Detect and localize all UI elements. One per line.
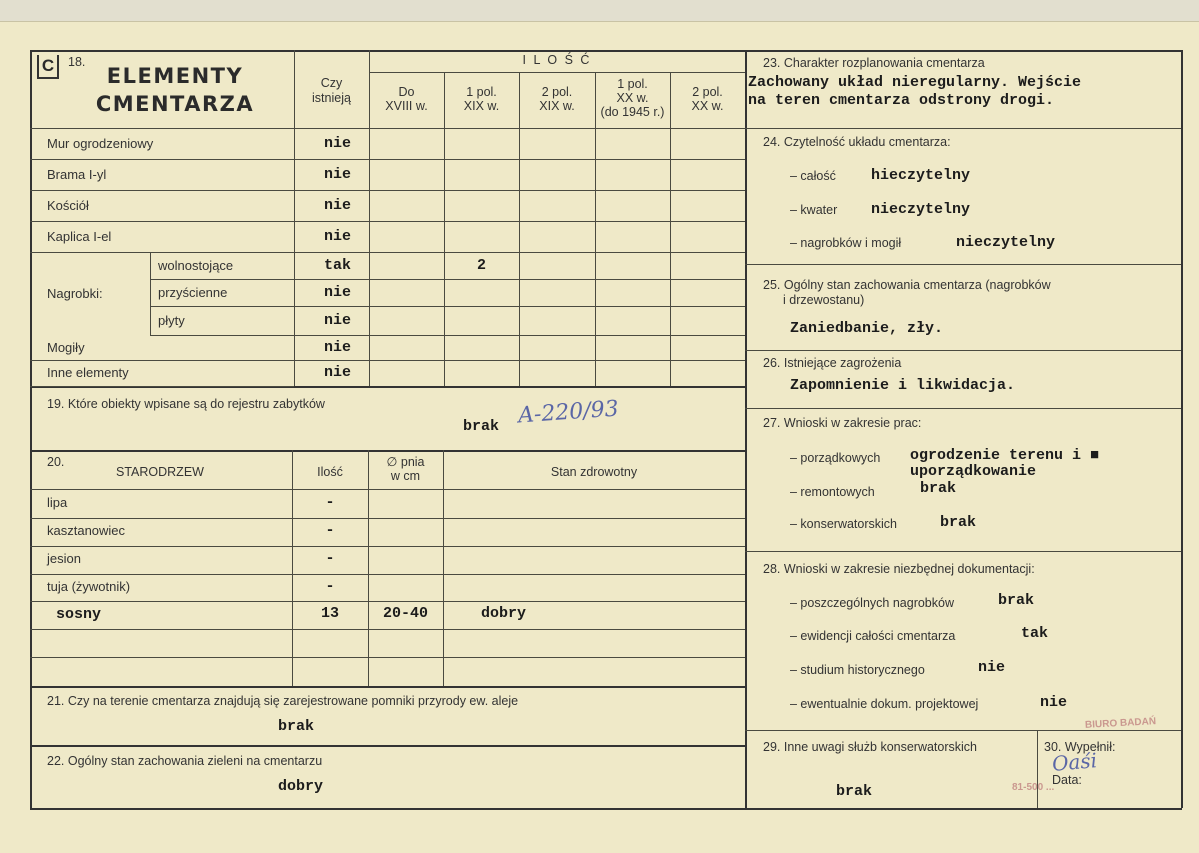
element-exists-value: tak: [323, 256, 351, 274]
q22-label: 22. Ogólny stan zachowania zieleni na cmentarzu: [47, 754, 323, 768]
element-label: Kaplica I-el: [47, 228, 112, 244]
q24-label: 24. Czytelność układu cmentarza:: [763, 135, 951, 149]
tree-qty: -: [325, 577, 335, 595]
q27-item-1-key: – porządkowych: [790, 451, 881, 465]
element-exists-value: nie: [323, 165, 351, 183]
count-grid-line: [294, 159, 745, 160]
q27-item-3-key: – konserwatorskich: [790, 517, 897, 531]
trees-header-ilosc: Ilość: [317, 465, 343, 479]
q29-label: 29. Inne uwagi służb konserwatorskich: [763, 740, 978, 754]
q28-item-2-key: – ewidencji całości cmentarza: [790, 629, 956, 643]
header-czy: Czy istnieją: [312, 76, 351, 105]
nagrobki-label: Nagrobki:: [47, 286, 103, 301]
q19-value: brak: [463, 418, 500, 435]
q24-item-1-value: hieczytelny: [871, 167, 971, 184]
element-exists-value: nie: [323, 134, 351, 152]
element-row-line: [150, 279, 294, 280]
element-exists-value: nie: [323, 311, 351, 329]
element-label: Mogiły: [47, 339, 85, 355]
form-title-line1: ELEMENTY: [106, 64, 244, 88]
top-edge: [0, 0, 1199, 22]
element-label: Inne elementy: [47, 365, 129, 380]
header-col-1: Do XVIII w.: [385, 85, 428, 113]
signature: Oaśi: [1051, 748, 1098, 776]
count-grid-line: [294, 190, 745, 191]
element-label: Kościół: [47, 197, 89, 213]
q21-value: brak: [278, 718, 315, 735]
element-label: przyścienne: [158, 284, 228, 300]
q24-item-2-key: – kwater: [790, 203, 838, 217]
element-label: Mur ogrodzeniowy: [47, 135, 154, 151]
tree-row-line: [30, 546, 745, 547]
header-col-2: 1 pol. XIX w.: [463, 85, 500, 113]
tree-row-line: [30, 657, 745, 658]
q23-line1: Zachowany układ nieregularny. Wejście: [748, 74, 1082, 91]
element-exists-value: nie: [323, 338, 351, 356]
q19-handwritten-register-no: A-220/93: [517, 396, 620, 429]
q28-item-3-key: – studium historycznego: [790, 663, 925, 677]
section-number: 18.: [68, 55, 86, 69]
tree-row-line: [30, 574, 745, 575]
stamp-line-1: BIURO BADAŃ: [1084, 716, 1157, 731]
element-exists-value: nie: [323, 227, 351, 245]
q28-item-3-value: nie: [978, 659, 1006, 676]
q28-item-2-value: tak: [1021, 625, 1049, 642]
element-label: Brama I-yl: [47, 166, 107, 182]
q25-label-1: 25. Ogólny stan zachowania cmentarza (nagrobków: [763, 278, 1051, 292]
q30-data-label: Data:: [1052, 773, 1082, 787]
tree-qty: -: [325, 550, 335, 567]
q21-label: 21. Czy na terenie cmentarza znajdują się zarejestrowane pomniki przyrody ew. aleje: [47, 694, 519, 708]
q27-item-2-key: – remontowych: [790, 485, 875, 499]
element-exists-value: nie: [323, 283, 351, 301]
tree-name: kasztanowiec: [47, 523, 126, 538]
q28-item-1-value: brak: [998, 592, 1035, 609]
q22-value: dobry: [278, 778, 324, 795]
tree-name: jesion: [47, 551, 81, 566]
count-grid-line: [294, 335, 745, 336]
element-row-line: [30, 159, 294, 160]
tree-qty: -: [325, 493, 335, 511]
q28-item-4-key: – ewentualnie dokum. projektowej: [790, 697, 979, 711]
tree-name: lipa: [47, 494, 68, 510]
element-label: wolnostojące: [158, 257, 234, 273]
q29-value: brak: [836, 783, 873, 800]
element-row-line: [30, 190, 294, 191]
q24-item-1-key: – całość: [790, 169, 836, 183]
q24-item-3-key: – nagrobków i mogił: [790, 236, 902, 250]
count-grid-line: [294, 221, 745, 222]
element-row-line: [30, 360, 294, 361]
q28-item-4-value: nie: [1040, 694, 1068, 711]
q24-item-3-value: nieczytelny: [956, 234, 1056, 251]
q27-item-1-value: ogrodzenie terenu i ■: [910, 447, 1100, 464]
trees-header-stan: Stan zdrowotny: [550, 465, 638, 479]
count-grid-line: [294, 306, 745, 307]
header-col-4: 1 pol. XX w. (do 1945 r.): [600, 77, 665, 119]
header-col-5: 2 pol. XX w.: [691, 85, 724, 113]
count-grid-line: [294, 279, 745, 280]
q19-label: 19. Które obiekty wpisane są do rejestru zabytków: [47, 397, 325, 411]
count-grid-line: [294, 252, 745, 253]
tree-row-line: [30, 518, 745, 519]
trees-title: STARODRZEW: [116, 465, 204, 479]
trees-header-pnia: ∅ pnia w cm: [386, 455, 425, 483]
element-label: płyty: [158, 312, 185, 328]
tree-row-line: [30, 601, 745, 602]
header-ilosc: I L O Ś Ć: [522, 53, 592, 67]
tree-diameter: 20-40: [382, 605, 428, 622]
tree-qty: 13: [320, 605, 339, 622]
element-row-line: [30, 221, 294, 222]
tree-row-line: [30, 629, 745, 630]
tree-name: sosny: [56, 606, 102, 623]
q25-label-2: i drzewostanu): [783, 293, 865, 307]
form-title-line2: CMENTARZA: [95, 92, 255, 116]
q28-item-1-key: – poszczególnych nagrobków: [790, 596, 954, 610]
q27-label: 27. Wnioski w zakresie prac:: [763, 416, 922, 430]
element-row-line: [30, 386, 294, 387]
section-letter-box: C: [37, 55, 59, 79]
q27-item-2-value: brak: [920, 480, 957, 497]
tree-state: dobry: [481, 605, 527, 622]
tree-name: tuja (żywotnik): [47, 578, 131, 594]
q30-label: 30. Wypełnił:: [1044, 740, 1116, 754]
q26-label: 26. Istniejące zagrożenia: [763, 356, 902, 370]
element-row-line: [150, 306, 294, 307]
q28-label: 28. Wnioski w zakresie niezbędnej dokumentacji:: [763, 562, 1035, 576]
q26-value: Zapomnienie i likwidacja.: [790, 377, 1016, 394]
tree-qty: -: [325, 522, 335, 539]
q24-item-2-value: nieczytelny: [871, 201, 971, 218]
element-exists-value: nie: [323, 364, 351, 381]
element-row-line: [30, 252, 294, 253]
stamp-line-2: 81-500 ...: [1012, 782, 1055, 793]
element-exists-value: nie: [323, 196, 351, 214]
q23-label: 23. Charakter rozplanowania cmentarza: [763, 56, 985, 70]
count-grid-line: [294, 360, 745, 361]
element-row-line: [150, 335, 294, 336]
q27-item-3-value: brak: [940, 514, 977, 531]
q27-item-1-value-2: uporządkowanie: [910, 463, 1037, 480]
q25-value: Zaniedbanie, zły.: [790, 320, 944, 337]
q23-line2: na teren cmentarza odstrony drogi.: [748, 92, 1055, 109]
header-col-3: 2 pol. XIX w.: [539, 85, 575, 113]
trees-no: 20.: [47, 455, 65, 469]
element-count-cell: 2: [476, 256, 486, 274]
